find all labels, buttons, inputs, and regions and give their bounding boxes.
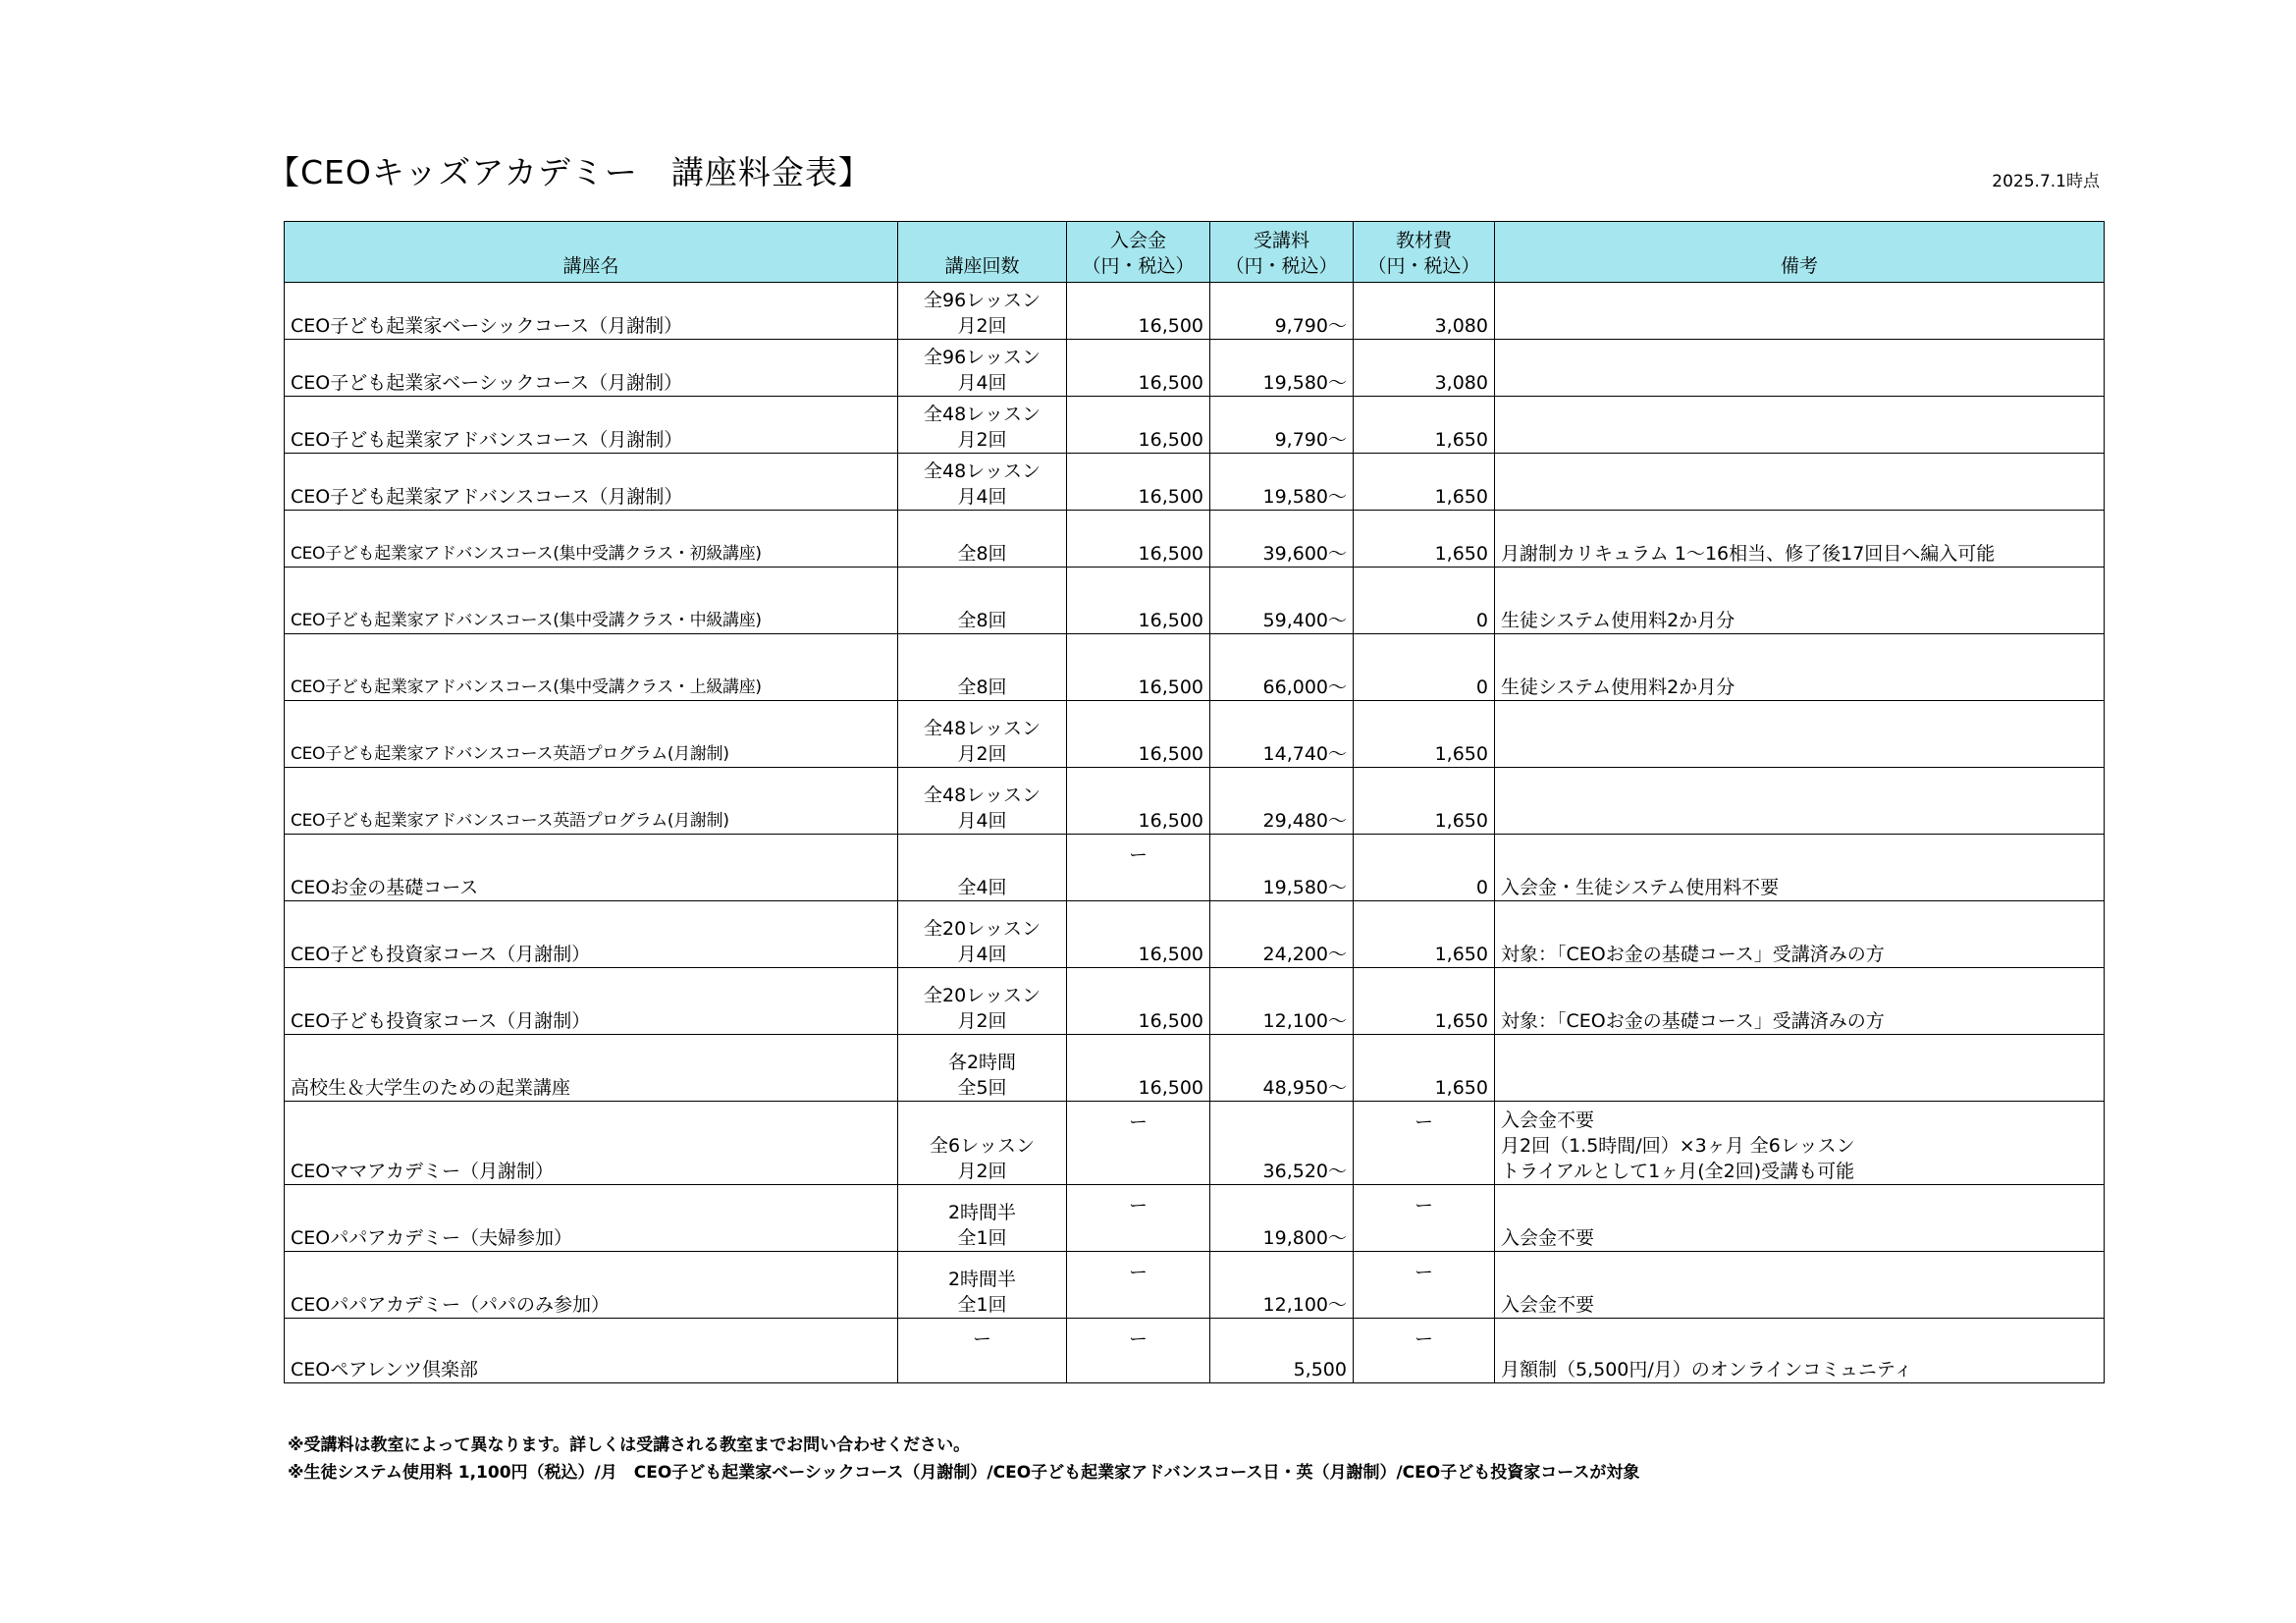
lesson-count: 全20レッスン 月2回 (898, 968, 1067, 1035)
remarks (1495, 701, 2105, 768)
remarks: 生徒システム使用料2か月分 (1495, 634, 2105, 701)
course-name: CEOパパアカデミー（パパのみ参加） (285, 1252, 898, 1319)
header-name: 講座名 (285, 222, 898, 283)
entry-fee: 16,500 (1067, 901, 1210, 968)
lesson-count: ー (898, 1319, 1067, 1383)
material-fee: 0 (1354, 568, 1495, 634)
remarks: 入会金・生徒システム使用料不要 (1495, 835, 2105, 901)
tuition-fee: 36,520～ (1210, 1102, 1354, 1185)
entry-fee: 16,500 (1067, 511, 1210, 568)
course-name: CEO子ども投資家コース（月謝制） (285, 968, 898, 1035)
entry-fee: 16,500 (1067, 768, 1210, 835)
table-row (285, 901, 2105, 968)
entry-fee: ー (1067, 1319, 1210, 1383)
lesson-count: 全48レッスン 月4回 (898, 454, 1067, 511)
material-fee: 1,650 (1354, 511, 1495, 568)
lesson-count: 全4回 (898, 835, 1067, 901)
remarks: 対象：「CEOお金の基礎コース」受講済みの方 (1495, 968, 2105, 1035)
tuition-fee: 19,580～ (1210, 454, 1354, 511)
tuition-fee: 19,580～ (1210, 835, 1354, 901)
tuition-fee: 66,000～ (1210, 634, 1354, 701)
table-row (285, 701, 2105, 768)
course-name: CEO子ども起業家アドバンスコース（月謝制） (285, 454, 898, 511)
remarks: 生徒システム使用料2か月分 (1495, 568, 2105, 634)
table-row (285, 1252, 2105, 1319)
material-fee: 3,080 (1354, 340, 1495, 397)
table-row (285, 968, 2105, 1035)
tuition-fee: 14,740～ (1210, 701, 1354, 768)
tuition-fee: 9,790～ (1210, 283, 1354, 340)
course-name: CEO子ども起業家アドバンスコース(集中受講クラス・初級講座) (285, 511, 898, 568)
footnote-1: ※受講料は教室によって異なります。詳しくは受講される教室までお問い合わせください。 (288, 1435, 971, 1455)
tuition-fee: 24,200～ (1210, 901, 1354, 968)
table-row (285, 454, 2105, 511)
course-name: CEOお金の基礎コース (285, 835, 898, 901)
material-fee: 1,650 (1354, 901, 1495, 968)
header-count: 講座回数 (898, 222, 1067, 283)
table-row (285, 768, 2105, 835)
table-row (285, 1185, 2105, 1252)
course-name: CEOパパアカデミー（夫婦参加） (285, 1185, 898, 1252)
remarks: 入会金不要 (1495, 1252, 2105, 1319)
remarks (1495, 454, 2105, 511)
material-fee: ー (1354, 1185, 1495, 1252)
course-name: CEO子ども投資家コース（月謝制） (285, 901, 898, 968)
course-name: CEO子ども起業家アドバンスコース(集中受講クラス・上級講座) (285, 634, 898, 701)
tuition-fee: 9,790～ (1210, 397, 1354, 454)
entry-fee: ー (1067, 835, 1210, 901)
lesson-count: 全48レッスン 月2回 (898, 701, 1067, 768)
tuition-fee: 19,580～ (1210, 340, 1354, 397)
tuition-fee: 12,100～ (1210, 1252, 1354, 1319)
tuition-fee: 19,800～ (1210, 1185, 1354, 1252)
course-name: CEO子ども起業家アドバンスコース英語プログラム(月謝制) (285, 768, 898, 835)
remarks (1495, 397, 2105, 454)
lesson-count: 全96レッスン 月4回 (898, 340, 1067, 397)
lesson-count: 全8回 (898, 634, 1067, 701)
course-name: CEO子ども起業家ベーシックコース（月謝制） (285, 283, 898, 340)
entry-fee: 16,500 (1067, 454, 1210, 511)
material-fee: ー (1354, 1252, 1495, 1319)
footnote-2: ※生徒システム使用料 1,100円（税込）/月 CEO子ども起業家ベーシックコース（月謝制）/CEO子ども起業家アドバンスコース日・英（月謝制）/CEO子ども投資家コースが対象 (288, 1463, 1640, 1483)
entry-fee: ー (1067, 1185, 1210, 1252)
tuition-fee: 29,480～ (1210, 768, 1354, 835)
course-name: CEO子ども起業家アドバンスコース英語プログラム(月謝制) (285, 701, 898, 768)
material-fee: ー (1354, 1102, 1495, 1185)
material-fee: 1,650 (1354, 397, 1495, 454)
material-fee: 1,650 (1354, 701, 1495, 768)
table-header-row (285, 222, 2105, 283)
material-fee: 1,650 (1354, 768, 1495, 835)
lesson-count: 全48レッスン 月4回 (898, 768, 1067, 835)
tuition-fee: 59,400～ (1210, 568, 1354, 634)
entry-fee: 16,500 (1067, 340, 1210, 397)
lesson-count: 各2時間 全5回 (898, 1035, 1067, 1102)
footnotes (288, 1432, 1639, 1487)
course-name: CEO子ども起業家ベーシックコース（月謝制） (285, 340, 898, 397)
remarks: 月謝制カリキュラム 1～16相当、修了後17回目へ編入可能 (1495, 511, 2105, 568)
remarks: 入会金不要 月2回（1.5時間/回）×3ヶ月 全6レッスン トライアルとして1ヶ月(全2回)受講も可能 (1495, 1102, 2105, 1185)
table-row (285, 634, 2105, 701)
entry-fee: 16,500 (1067, 634, 1210, 701)
remarks (1495, 283, 2105, 340)
remarks: 入会金不要 (1495, 1185, 2105, 1252)
as-of-date: 2025.7.1時点 (1992, 172, 2100, 191)
material-fee: 1,650 (1354, 968, 1495, 1035)
remarks: 対象：「CEOお金の基礎コース」受講済みの方 (1495, 901, 2105, 968)
material-fee: 1,650 (1354, 1035, 1495, 1102)
table-row (285, 835, 2105, 901)
entry-fee: 16,500 (1067, 283, 1210, 340)
table-row (285, 511, 2105, 568)
entry-fee: 16,500 (1067, 568, 1210, 634)
entry-fee: 16,500 (1067, 397, 1210, 454)
lesson-count: 全8回 (898, 568, 1067, 634)
remarks (1495, 768, 2105, 835)
tuition-fee: 39,600～ (1210, 511, 1354, 568)
course-name: CEOママアカデミー（月謝制） (285, 1102, 898, 1185)
entry-fee: 16,500 (1067, 968, 1210, 1035)
table-row (285, 340, 2105, 397)
remarks (1495, 1035, 2105, 1102)
tuition-fee: 12,100～ (1210, 968, 1354, 1035)
header-tuition: 受講料 （円・税込） (1210, 222, 1354, 283)
entry-fee: 16,500 (1067, 1035, 1210, 1102)
material-fee: 3,080 (1354, 283, 1495, 340)
course-name: CEO子ども起業家アドバンスコース(集中受講クラス・中級講座) (285, 568, 898, 634)
fee-table (284, 221, 2105, 1383)
lesson-count: 全96レッスン 月2回 (898, 283, 1067, 340)
lesson-count: 全48レッスン 月2回 (898, 397, 1067, 454)
remarks (1495, 340, 2105, 397)
table-row (285, 1319, 2105, 1383)
remarks: 月額制（5,500円/月）のオンラインコミュニティ (1495, 1319, 2105, 1383)
lesson-count: 2時間半 全1回 (898, 1185, 1067, 1252)
course-name: CEOペアレンツ倶楽部 (285, 1319, 898, 1383)
entry-fee: 16,500 (1067, 701, 1210, 768)
table-row (285, 1102, 2105, 1185)
lesson-count: 全20レッスン 月4回 (898, 901, 1067, 968)
lesson-count: 全8回 (898, 511, 1067, 568)
material-fee: ー (1354, 1319, 1495, 1383)
course-name: CEO子ども起業家アドバンスコース（月謝制） (285, 397, 898, 454)
material-fee: 0 (1354, 634, 1495, 701)
table-row (285, 568, 2105, 634)
entry-fee: ー (1067, 1252, 1210, 1319)
tuition-fee: 48,950～ (1210, 1035, 1354, 1102)
lesson-count: 2時間半 全1回 (898, 1252, 1067, 1319)
page-title: 【CEOキッズアカデミー 講座料金表】 (267, 153, 872, 191)
course-name: 高校生＆大学生のための起業講座 (285, 1035, 898, 1102)
header-entry-fee: 入会金 （円・税込） (1067, 222, 1210, 283)
header-note: 備考 (1495, 222, 2105, 283)
lesson-count: 全6レッスン 月2回 (898, 1102, 1067, 1185)
tuition-fee: 5,500 (1210, 1319, 1354, 1383)
header-material: 教材費 （円・税込） (1354, 222, 1495, 283)
material-fee: 0 (1354, 835, 1495, 901)
entry-fee: ー (1067, 1102, 1210, 1185)
material-fee: 1,650 (1354, 454, 1495, 511)
table-row (285, 1035, 2105, 1102)
table-row (285, 397, 2105, 454)
table-row (285, 283, 2105, 340)
